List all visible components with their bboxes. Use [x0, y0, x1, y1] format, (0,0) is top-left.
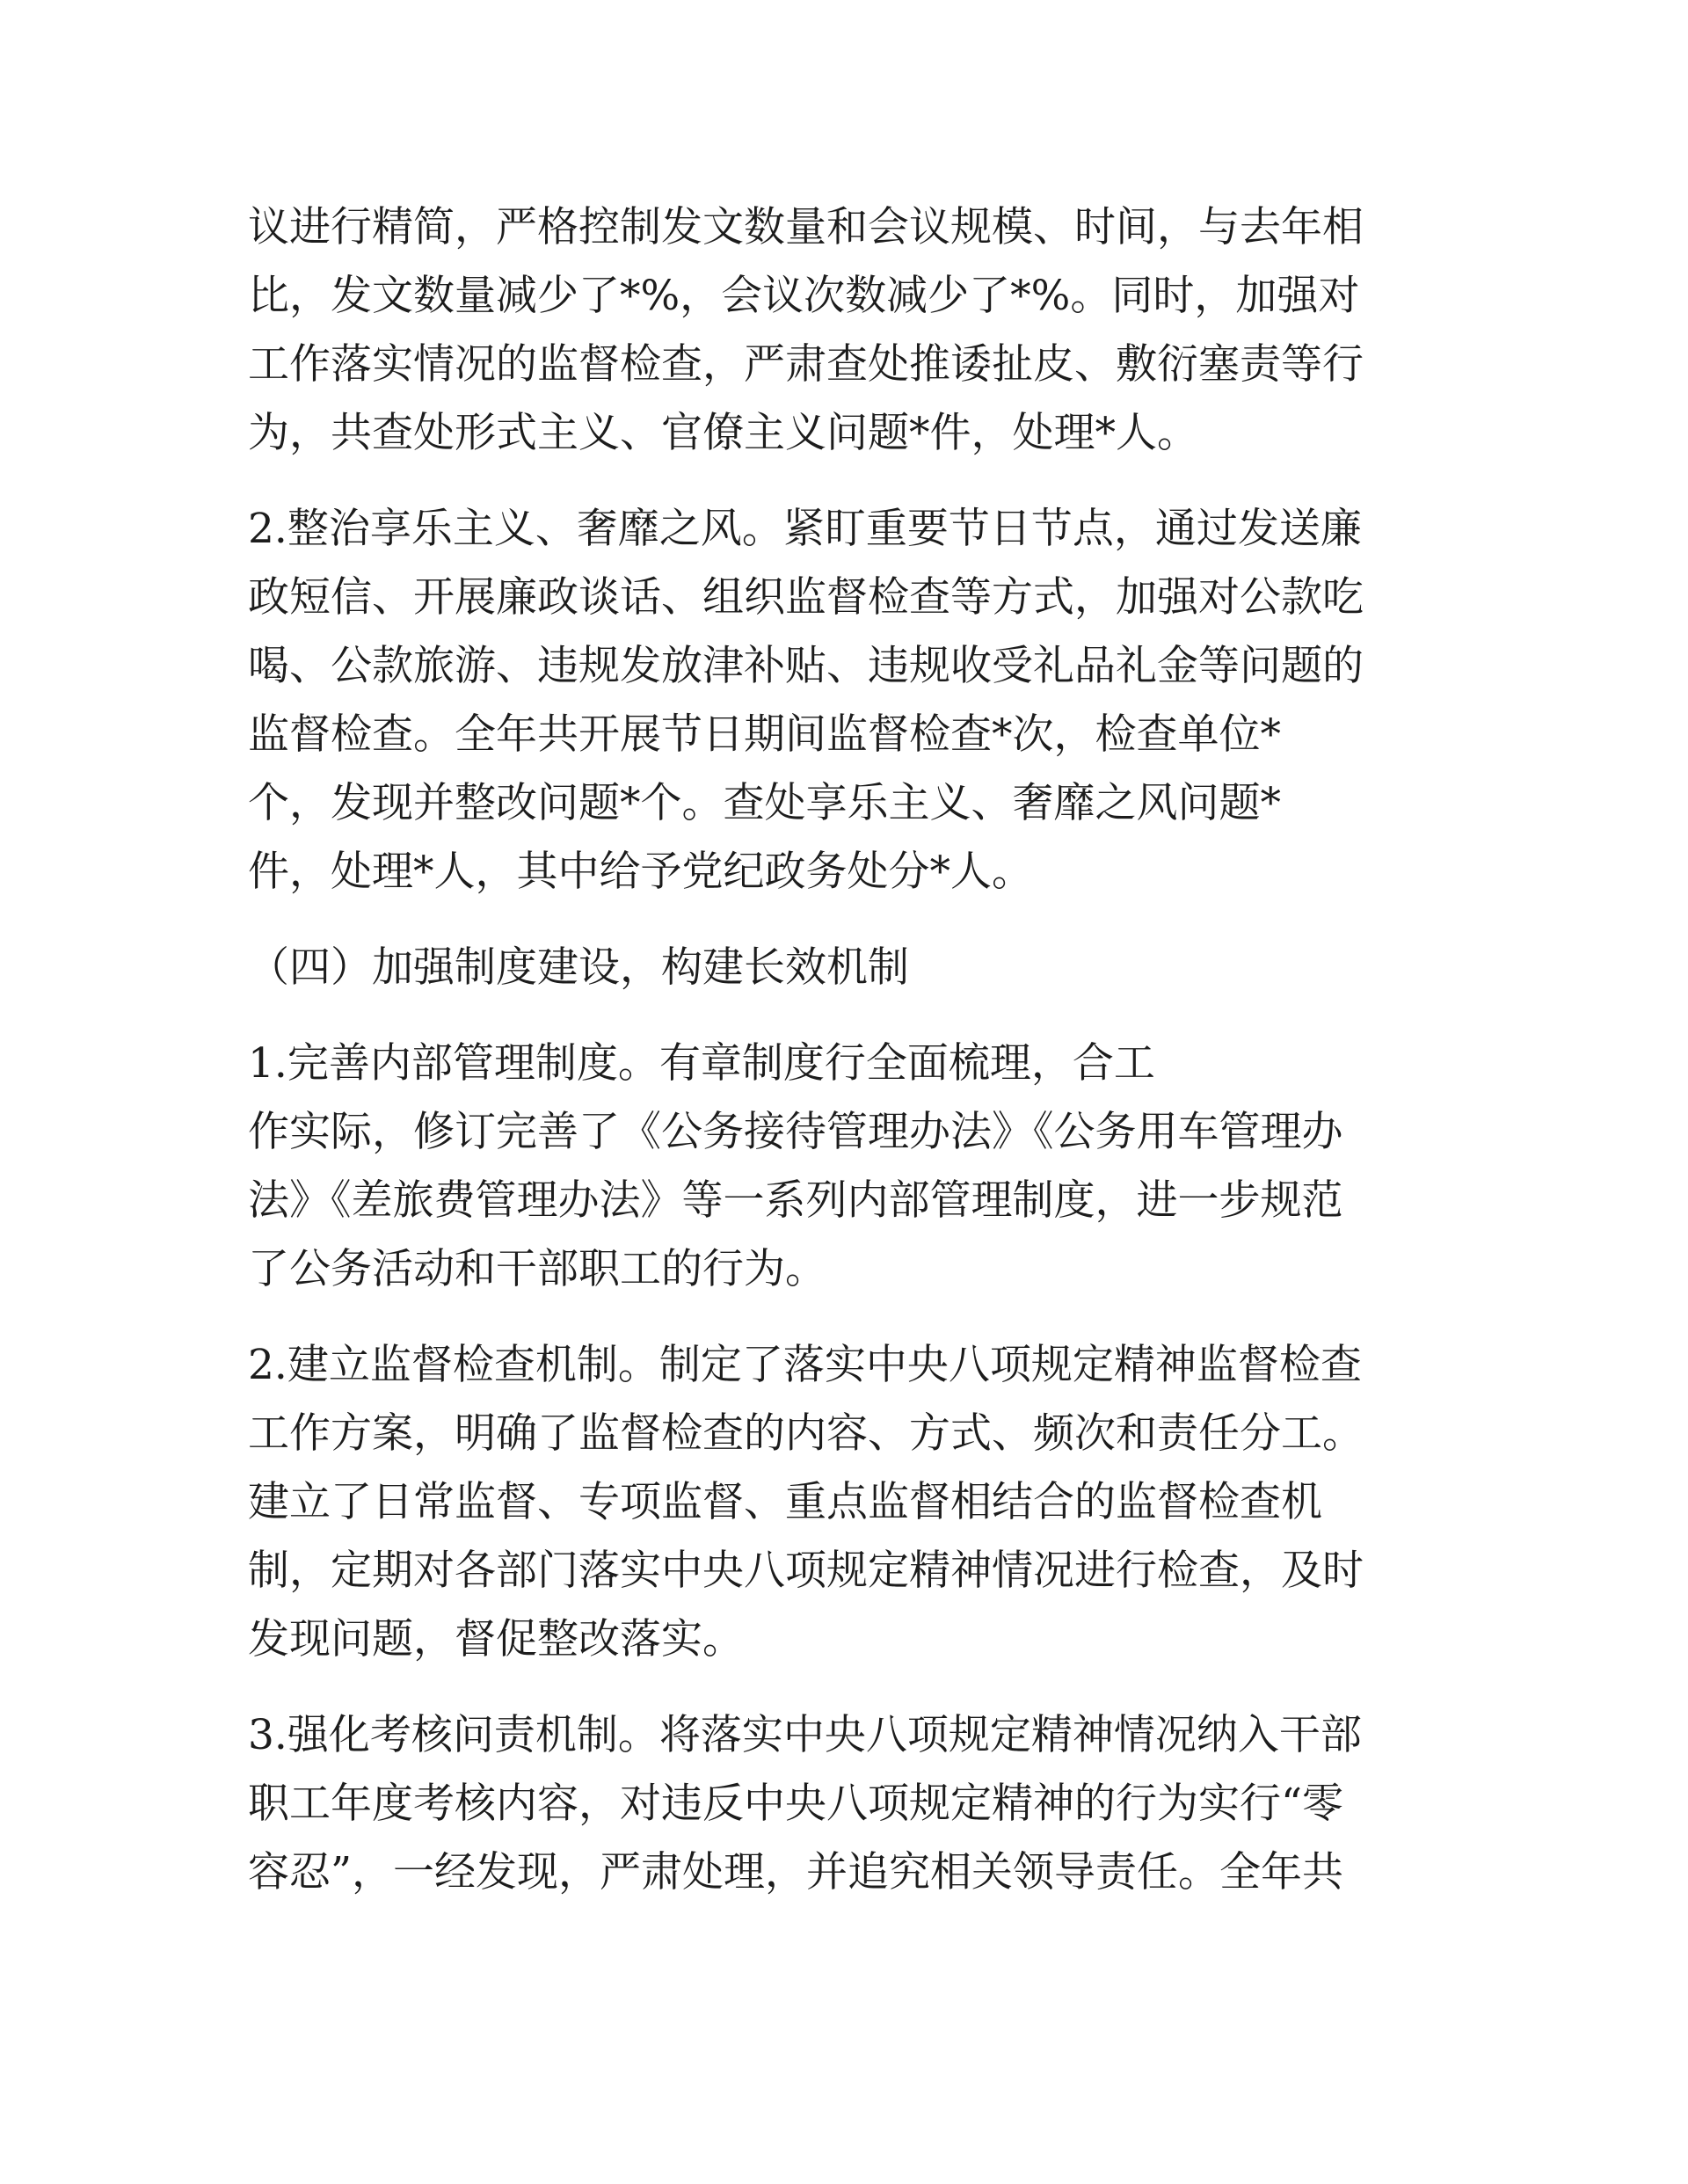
text-line: 议进行精简，严格控制发文数量和会议规模、时间，与去年相 — [248, 203, 1364, 251]
text-line: 2.建立监督检查机制。制定了落实中央八项规定精神监督检查 — [248, 1341, 1362, 1389]
text-line: 容忍”，一经发现，严肃处理，并追究相关领导责任。全年共 — [248, 1848, 1344, 1896]
text-line: 为，共查处形式主义、官僚主义问题*件，处理*人。 — [248, 409, 1198, 457]
text-line: 建立了日常监督、专项监督、重点监督相结合的监督检查机 — [248, 1478, 1322, 1526]
section-heading — [248, 934, 1452, 1002]
heading-line: （四）加强制度建设，构建长效机制 — [248, 943, 909, 992]
paragraph-hedonism — [248, 495, 1452, 906]
text-line: 制，定期对各部门落实中央八项规定精神情况进行检查，及时 — [248, 1547, 1364, 1595]
text-line: 监督检查。全年共开展节日期间监督检查*次，检查单位* — [248, 710, 1281, 759]
text-line: 个，发现并整改问题*个。查处享乐主义、奢靡之风问题* — [248, 779, 1281, 827]
paragraph-accountability — [248, 1701, 1452, 1907]
text-line: 件，处理*人，其中给予党纪政务处分*人。 — [248, 848, 1033, 896]
text-line: 法》《差旅费管理办法》等一系列内部管理制度，进一步规范 — [248, 1176, 1343, 1225]
paragraph-supervision-mechanism — [248, 1331, 1452, 1674]
text-line: 了公务活动和干部职工的行为。 — [248, 1245, 826, 1293]
text-line: 3.强化考核问责机制。将落实中央八项规定精神情况纳入干部 — [248, 1711, 1362, 1759]
text-line: 工作落实情况的监督检查，严肃查处推诿扯皮、敷衍塞责等行 — [248, 340, 1364, 389]
text-line: 发现问题，督促整改落实。 — [248, 1615, 744, 1663]
document-page — [248, 193, 1452, 1934]
text-line: 2.整治享乐主义、奢靡之风。紧盯重要节日节点，通过发送廉 — [248, 505, 1362, 553]
text-line: 工作方案，明确了监督检查的内容、方式、频次和责任分工。 — [248, 1409, 1364, 1458]
paragraph-internal-rules — [248, 1030, 1452, 1304]
text-line: 作实际，修订完善了《公务接待管理办法》《公务用车管理办 — [248, 1108, 1343, 1156]
text-line: 比，发文数量减少了*%，会议次数减少了*%。同时，加强对 — [248, 272, 1360, 320]
text-line: 职工年度考核内容，对违反中央八项规定精神的行为实行“零 — [248, 1780, 1344, 1828]
paragraph-formalism-results — [248, 193, 1452, 468]
text-line: 喝、公款旅游、违规发放津补贴、违规收受礼品礼金等问题的 — [248, 642, 1364, 690]
text-line: 1.完善内部管理制度。有章制度行全面梳理，合工 — [248, 1039, 1155, 1088]
text-line: 政短信、开展廉政谈话、组织监督检查等方式，加强对公款吃 — [248, 573, 1364, 622]
